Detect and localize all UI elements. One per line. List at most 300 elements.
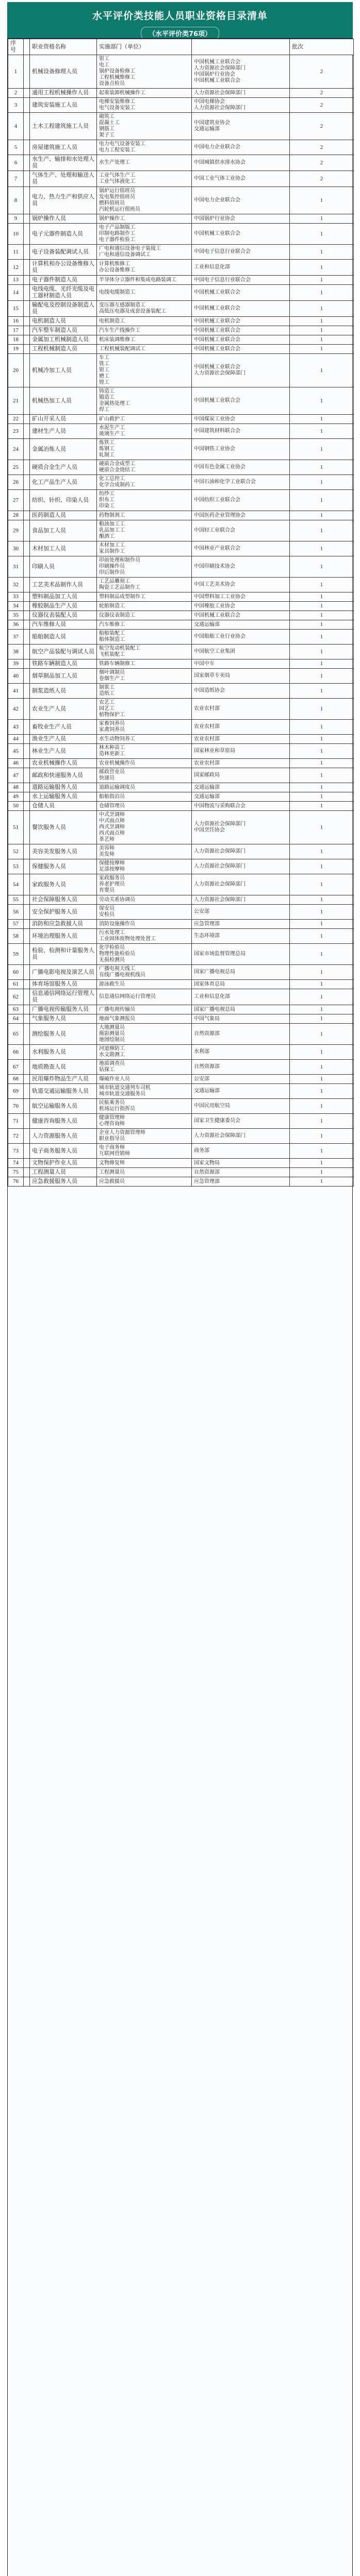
table-row — [8, 1177, 354, 1187]
occupation-name: 电力、热力生产和供应人员 — [30, 187, 97, 214]
job-titles — [97, 171, 192, 187]
occupation-name: 社会保障服务人员 — [30, 895, 97, 905]
row-spacer — [24, 744, 30, 759]
row-spacer — [24, 659, 30, 669]
job-title: 工艺品雕刻工 — [99, 579, 130, 584]
occupation-name: 人力资源服务人员 — [30, 1129, 97, 1144]
table-row — [8, 578, 354, 592]
implementing-departments — [192, 1005, 290, 1014]
row-spacer — [24, 1144, 30, 1159]
implementing-departments — [192, 1099, 290, 1114]
row-spacer — [24, 345, 30, 354]
job-title: 民航乘务员 — [99, 1100, 125, 1106]
implementing-department: 国家市场监督管理总局 — [194, 951, 246, 957]
job-title: 钢筋工 — [99, 126, 114, 132]
occupation-name: 地质勘查人员 — [30, 1060, 97, 1075]
table-row — [8, 187, 354, 214]
row-number: 34 — [8, 602, 24, 611]
occupation-name: 应急救援服务人员 — [30, 1177, 97, 1187]
implementing-department: 中国机械工业联合会 — [194, 231, 240, 236]
batch: 1 — [290, 929, 354, 944]
implementing-departments — [192, 354, 290, 387]
row-spacer — [24, 980, 30, 989]
occupation-name: 道路运输服务人员 — [30, 783, 97, 792]
row-spacer — [24, 735, 30, 744]
implementing-department: 商务部 — [194, 1148, 209, 1154]
row-spacer — [24, 611, 30, 620]
implementing-departments — [192, 602, 290, 611]
implementing-departments — [192, 1159, 290, 1168]
occupation-name: 电子元器件制造人员 — [30, 224, 97, 245]
table-row — [8, 345, 354, 354]
row-number: 30 — [8, 541, 24, 556]
job-titles — [97, 460, 192, 475]
table-row — [8, 387, 354, 415]
batch: 1 — [290, 387, 354, 415]
row-number: 61 — [8, 980, 24, 989]
implementing-departments — [192, 611, 290, 620]
row-spacer — [24, 224, 30, 245]
job-title: 设备点检员 — [99, 81, 125, 87]
row-spacer — [24, 55, 30, 89]
job-title: 足部按摩师 — [99, 867, 125, 872]
table-row — [8, 1005, 354, 1014]
job-titles — [97, 1177, 192, 1187]
job-title: 粮油加工工 — [99, 521, 125, 527]
occupation-name: 印刷人员 — [30, 556, 97, 578]
occupation-name: 房屋建筑施工人员 — [30, 140, 97, 155]
occupation-name: 金属加工机械制造人员 — [30, 335, 97, 345]
row-number: 21 — [8, 387, 24, 415]
job-titles — [97, 387, 192, 415]
job-titles — [97, 224, 192, 245]
job-title: 电梯安装维修工 — [99, 99, 135, 105]
row-number: 65 — [8, 1024, 24, 1045]
job-title: 锅炉操作工 — [99, 215, 125, 222]
job-titles — [97, 335, 192, 345]
job-title: 造纸工 — [99, 691, 114, 697]
table-row — [8, 1159, 354, 1168]
implementing-departments — [192, 89, 290, 98]
job-title: 游泳救生员 — [99, 981, 125, 987]
job-title: 安检员 — [99, 912, 114, 918]
occupation-name: 航空产品装配与调试人员 — [30, 645, 97, 659]
table-row — [8, 859, 354, 874]
batch: 1 — [290, 541, 354, 556]
row-number: 3 — [8, 98, 24, 113]
table-row — [8, 768, 354, 783]
job-title: 锅炉设备检修工 — [99, 69, 135, 74]
row-spacer — [24, 301, 30, 317]
implementing-departments — [192, 1144, 290, 1159]
occupation-name: 测绘服务人员 — [30, 1024, 97, 1045]
implementing-departments — [192, 859, 290, 874]
job-titles — [97, 735, 192, 744]
implementing-department: 中国电梯协会 — [194, 99, 225, 105]
batch: 1 — [290, 699, 354, 720]
implementing-departments — [192, 783, 290, 792]
row-spacer — [24, 326, 30, 335]
implementing-department: 国家文物局 — [194, 1160, 220, 1166]
occupation-name: 电机制造人员 — [30, 317, 97, 326]
job-titles — [97, 1129, 192, 1144]
job-title: 大地测量员 — [99, 1025, 125, 1030]
row-number: 15 — [8, 301, 24, 317]
implementing-department: 工业和信息化部 — [194, 264, 230, 270]
occupation-name: 金属冶炼人员 — [30, 439, 97, 460]
job-title: 起重装卸机械操作工 — [99, 90, 145, 96]
table-row — [8, 989, 354, 1005]
occupation-name: 保健服务人员 — [30, 859, 97, 874]
occupation-name: 食品加工人员 — [30, 520, 97, 541]
implementing-department: 农业农村部 — [194, 736, 220, 742]
job-titles — [97, 768, 192, 783]
implementing-department: 国家卫生健康委员会 — [194, 1118, 240, 1124]
job-title: 无损检测员 — [99, 957, 125, 963]
row-spacer — [24, 439, 30, 460]
table-header-row — [8, 39, 354, 55]
row-number: 46 — [8, 759, 24, 768]
row-spacer — [24, 620, 30, 630]
job-title: 印后制作员 — [99, 570, 125, 575]
job-titles — [97, 556, 192, 578]
job-titles — [97, 140, 192, 155]
batch: 1 — [290, 439, 354, 460]
batch: 1 — [290, 556, 354, 578]
row-number: 8 — [8, 187, 24, 214]
row-spacer — [24, 1024, 30, 1045]
row-spacer — [24, 859, 30, 874]
implementing-department: 应急管理部 — [194, 921, 220, 927]
implementing-department: 中国电力企业联合会 — [194, 197, 240, 203]
job-titles — [97, 905, 192, 920]
batch: 2 — [290, 55, 354, 89]
implementing-department: 中国中车 — [194, 660, 215, 667]
occupation-name: 机械冷加工人员 — [30, 354, 97, 387]
implementing-department: 交通运输部 — [194, 793, 220, 800]
job-title: 制浆工 — [99, 685, 114, 690]
batch: 1 — [290, 245, 354, 260]
implementing-departments — [192, 1177, 290, 1187]
job-title: 电子器件检验工 — [99, 237, 135, 243]
occupation-name: 文物保护作业人员 — [30, 1159, 97, 1168]
row-spacer — [24, 944, 30, 965]
implementing-department: 中国城镇供水排水协会 — [194, 160, 246, 165]
row-number: 4 — [8, 113, 24, 140]
table-row — [8, 439, 354, 460]
row-number: 33 — [8, 592, 24, 602]
batch: 1 — [290, 187, 354, 214]
job-title: 信息通信网络运行管理员 — [99, 994, 156, 999]
occupation-name: 消防和应急救援人员 — [30, 920, 97, 929]
job-titles — [97, 1168, 192, 1177]
job-titles — [97, 1159, 192, 1168]
occupation-name: 仪器仪表装配人员 — [30, 611, 97, 620]
implementing-departments — [192, 965, 290, 980]
row-number: 16 — [8, 317, 24, 326]
job-title: 摄影测量员 — [99, 1031, 125, 1037]
job-titles — [97, 285, 192, 301]
batch: 2 — [290, 98, 354, 113]
implementing-department: 中国机械工业联合会 — [194, 364, 240, 370]
row-number: 7 — [8, 171, 24, 187]
job-title: 硬质合金烧结工 — [99, 467, 135, 473]
implementing-department: 中国工业气体工业协会 — [194, 176, 246, 181]
row-number: 49 — [8, 792, 24, 802]
occupation-name: 农业生产人员 — [30, 699, 97, 720]
job-title: 互联网营销师 — [99, 1151, 130, 1157]
batch: 1 — [290, 285, 354, 301]
row-number: 43 — [8, 720, 24, 735]
job-titles — [97, 1084, 192, 1099]
implementing-departments — [192, 335, 290, 345]
occupation-name: 纺织、针织、印染人员 — [30, 490, 97, 511]
batch: 2 — [290, 140, 354, 155]
table-row — [8, 735, 354, 744]
table-row — [8, 541, 354, 556]
implementing-departments — [192, 744, 290, 759]
job-title: 航空发动机装配工 — [99, 646, 140, 651]
job-title: 家畜饲养员 — [99, 721, 125, 726]
job-title: 快递员 — [99, 775, 114, 781]
occupation-name: 电子器件制造人员 — [30, 276, 97, 285]
table-row — [8, 659, 354, 669]
table-row — [8, 326, 354, 335]
batch: 1 — [290, 859, 354, 874]
row-spacer — [24, 335, 30, 345]
implementing-department: 国家邮政局 — [194, 772, 220, 778]
table-row — [8, 744, 354, 759]
job-title: 变压器互感器制造工 — [99, 302, 145, 308]
table-row — [8, 895, 354, 905]
job-titles — [97, 354, 192, 387]
job-title: 焊工 — [99, 407, 109, 413]
table-row — [8, 1168, 354, 1177]
table-row — [8, 1024, 354, 1045]
row-number: 25 — [8, 460, 24, 475]
job-title: 纺纱工 — [99, 491, 114, 497]
job-titles — [97, 645, 192, 659]
implementing-department: 自然资源部 — [194, 1031, 220, 1037]
job-titles — [97, 744, 192, 759]
row-number: 60 — [8, 965, 24, 980]
occupation-name: 工艺美术品制作人员 — [30, 578, 97, 592]
job-titles — [97, 783, 192, 792]
implementing-departments — [192, 684, 290, 699]
job-title: 林木种苗工 — [99, 745, 125, 751]
table-row — [8, 645, 354, 659]
row-spacer — [24, 783, 30, 792]
row-spacer — [24, 844, 30, 859]
row-spacer — [24, 1060, 30, 1075]
job-title: 化学合成制药工 — [99, 482, 135, 488]
row-number: 57 — [8, 920, 24, 929]
table-row — [8, 1114, 354, 1129]
implementing-department: 中国机械工业联合会 — [194, 318, 240, 324]
implementing-department: 中国轻工业联合会 — [194, 528, 235, 533]
implementing-department: 中国气象局 — [194, 1015, 220, 1022]
job-title: 电线电缆制造工 — [99, 290, 135, 295]
batch: 1 — [290, 335, 354, 345]
job-title: 磨工 — [99, 374, 109, 379]
implementing-departments — [192, 511, 290, 520]
job-titles — [97, 1024, 192, 1045]
job-titles — [97, 155, 192, 171]
implementing-department: 中国石油和化学工业联合会 — [194, 479, 256, 485]
row-spacer — [24, 140, 30, 155]
occupation-name: 电线电缆、光纤光缆及电工器材制造人员 — [30, 285, 97, 301]
batch: 1 — [290, 611, 354, 620]
batch: 1 — [290, 965, 354, 980]
row-spacer — [24, 768, 30, 783]
row-spacer — [24, 245, 30, 260]
table-row — [8, 1045, 354, 1060]
job-title: 职业指导员 — [99, 1136, 125, 1142]
batch: 1 — [290, 944, 354, 965]
implementing-departments — [192, 920, 290, 929]
implementing-departments — [192, 345, 290, 354]
implementing-departments — [192, 1060, 290, 1075]
job-title: 中式烹调师 — [99, 812, 125, 818]
job-titles — [97, 475, 192, 490]
batch: 1 — [290, 511, 354, 520]
row-spacer — [24, 214, 30, 224]
table-row — [8, 1099, 354, 1114]
table-row — [8, 965, 354, 980]
row-number: 6 — [8, 155, 24, 171]
row-spacer — [24, 1159, 30, 1168]
row-number: 40 — [8, 669, 24, 684]
implementing-department: 中国林业产业联合会 — [194, 546, 240, 551]
batch: 1 — [290, 345, 354, 354]
job-title: 烟叶调制员 — [99, 670, 125, 675]
row-number: 10 — [8, 224, 24, 245]
table-row — [8, 155, 354, 171]
implementing-department: 水利部 — [194, 1049, 209, 1055]
row-spacer — [24, 1084, 30, 1099]
row-spacer — [24, 460, 30, 475]
job-title: 家政服务员 — [99, 875, 125, 881]
table-row — [8, 214, 354, 224]
row-number: 50 — [8, 802, 24, 811]
batch: 1 — [290, 520, 354, 541]
row-number: 24 — [8, 439, 24, 460]
batch: 1 — [290, 905, 354, 920]
row-spacer — [24, 1045, 30, 1060]
implementing-department: 中国机械工业联合会 — [194, 612, 240, 618]
table-row — [8, 844, 354, 859]
implementing-department: 人力资源社会保障部门 — [194, 882, 246, 887]
implementing-departments — [192, 541, 290, 556]
job-title: 西式烹调师 — [99, 824, 125, 830]
table-row — [8, 944, 354, 965]
batch: 1 — [290, 620, 354, 630]
job-title: 船体制造工 — [99, 637, 125, 642]
table-row — [8, 592, 354, 602]
implementing-department: 人力资源社会保障部门 — [194, 65, 246, 71]
implementing-departments — [192, 759, 290, 768]
batch: 1 — [290, 1177, 354, 1187]
row-spacer — [24, 387, 30, 415]
implementing-department: 工业和信息化部 — [194, 994, 230, 999]
job-title: 卷烟生产工 — [99, 676, 125, 682]
row-number: 18 — [8, 335, 24, 345]
row-spacer — [24, 424, 30, 439]
batch: 1 — [290, 1099, 354, 1114]
implementing-department: 交通运输部 — [194, 784, 220, 790]
col-header-dept: 实施部门（单位） — [97, 39, 192, 55]
table-row — [8, 171, 354, 187]
row-spacer — [24, 811, 30, 844]
table-row — [8, 1084, 354, 1099]
table-row — [8, 920, 354, 929]
table-row — [8, 113, 354, 140]
occupation-name: 计算机和办公设备维修人员 — [30, 260, 97, 276]
occupation-name: 农业机械操作人员 — [30, 759, 97, 768]
implementing-department: 中国造纸协会 — [194, 688, 225, 693]
implementing-departments — [192, 1075, 290, 1084]
job-titles — [97, 511, 192, 520]
occupation-name: 健康咨询服务人员 — [30, 1114, 97, 1129]
batch: 1 — [290, 214, 354, 224]
row-spacer — [24, 520, 30, 541]
implementing-departments — [192, 1014, 290, 1024]
implementing-department: 人力资源社会保障部门 — [194, 90, 246, 96]
row-number: 75 — [8, 1168, 24, 1177]
job-title: 有线广播电视机线员 — [99, 972, 145, 978]
implementing-department: 人力资源社会保障部门 — [194, 1133, 246, 1139]
implementing-departments — [192, 905, 290, 920]
implementing-departments — [192, 171, 290, 187]
implementing-department: 人力资源社会保障部门 — [194, 370, 246, 376]
implementing-departments — [192, 326, 290, 335]
table-row — [8, 611, 354, 620]
row-spacer — [24, 113, 30, 140]
row-number: 59 — [8, 944, 24, 965]
implementing-department: 人力资源社会保障部门 — [194, 849, 246, 854]
occupation-name: 水上运输服务人员 — [30, 792, 97, 802]
batch: 1 — [290, 920, 354, 929]
implementing-department: 人力资源社会保障部门 — [194, 821, 246, 827]
implementing-department: 农业农村部 — [194, 706, 220, 711]
row-number: 17 — [8, 326, 24, 335]
batch: 1 — [290, 630, 354, 645]
implementing-department: 交通运输部 — [194, 621, 220, 628]
table-row — [8, 1075, 354, 1084]
job-title: 地质调查员 — [99, 1061, 125, 1066]
row-number: 66 — [8, 1045, 24, 1060]
batch: 1 — [290, 326, 354, 335]
job-title: 印刷操作员 — [99, 564, 125, 569]
implementing-department: 中国塑料加工工业协会 — [194, 594, 246, 600]
implementing-departments — [192, 490, 290, 511]
row-number: 68 — [8, 1075, 24, 1084]
job-title: 镗工 — [99, 380, 109, 385]
occupation-name: 渔业生产人员 — [30, 735, 97, 744]
job-titles — [97, 944, 192, 965]
row-spacer — [24, 541, 30, 556]
table-row — [8, 980, 354, 989]
implementing-department: 中国电子信息行业联合会 — [194, 277, 251, 283]
implementing-department: 中国机械工业联合会 — [194, 398, 240, 403]
col-header-no: 序号 — [8, 39, 24, 55]
job-title: 工程机械维修工 — [99, 75, 135, 80]
row-spacer — [24, 669, 30, 684]
occupation-name: 轨道交通运输服务人员 — [30, 1084, 97, 1099]
row-number: 13 — [8, 276, 24, 285]
row-spacer — [24, 556, 30, 578]
row-number: 36 — [8, 620, 24, 630]
